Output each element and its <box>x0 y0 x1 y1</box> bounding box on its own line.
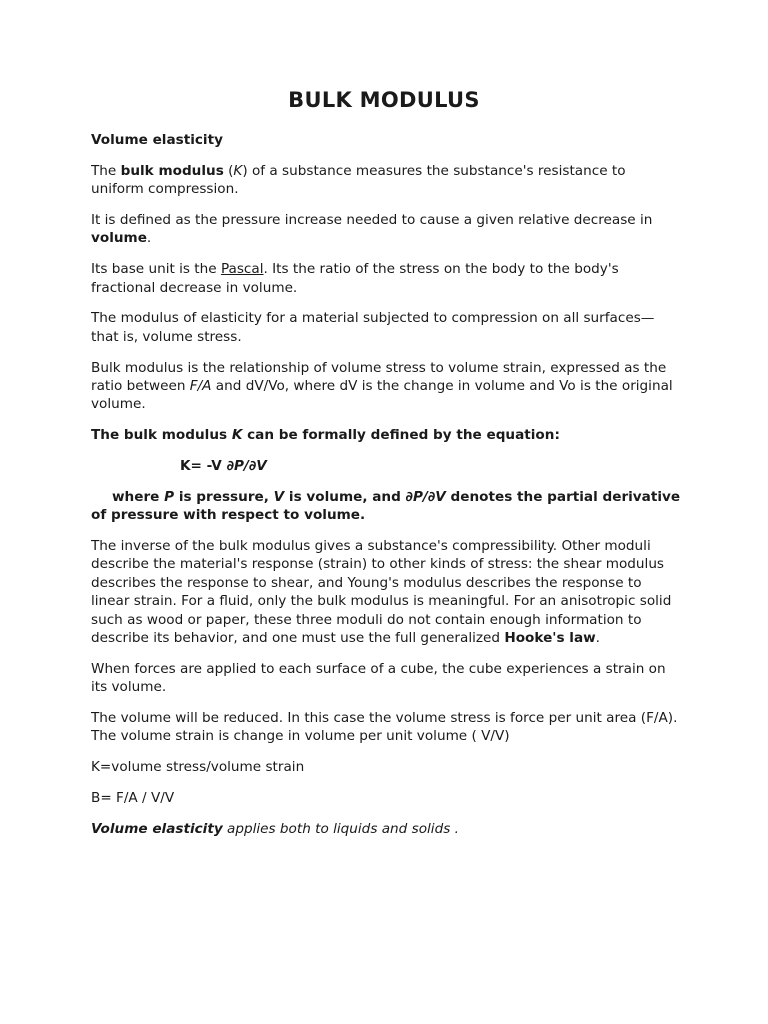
section-heading: Volume elasticity <box>91 132 223 148</box>
equation: K= -V ∂P/∂V <box>180 458 267 475</box>
paragraph-volume-reduced: The volume will be reduced. In this case the volume stress is force per unit area (F/A). The volume strain is change in volume per unit volume ( V/V) <box>91 710 678 745</box>
paragraph-where: where P is pressure, V is volume, and ∂P/∂V denotes the partial derivative of pressure with respect to volume. <box>91 488 681 524</box>
paragraph-formal-definition: The bulk modulus K can be formally defined by the equation: <box>91 427 560 444</box>
paragraph-k-formula: K=volume stress/volume strain <box>91 759 305 776</box>
paragraph-cube: When forces are applied to each surface of a cube, the cube experiences a strain on its volume. <box>91 660 666 696</box>
document-body <box>91 131 681 851</box>
pascal-link[interactable]: Pascal <box>220 261 264 278</box>
page-title: BULK MODULUS <box>288 88 480 112</box>
paragraph-pressure: It is defined as the pressure increase needed to cause a given relative decrease in volume. <box>91 212 653 247</box>
paragraph-volume-elasticity-note: Volume elasticity applies both to liquids and solids . <box>91 820 459 837</box>
paragraph-definition: The bulk modulus (K) of a substance measures the substance's resistance to uniform compression. <box>91 162 626 198</box>
paragraph-inverse: The inverse of the bulk modulus gives a substance's compressibility. Other moduli describe the material's response (strain) to other kinds of stress: the shear modulus describes the response to shear, and Young's modulus describes the response to linear strain. For a fluid, only the bulk modulus is meaningful. For an anisotropic solid such as wood or paper, these three moduli do not contain enough information to describe its behavior, and one must use the full generalized Hooke's law. <box>91 538 672 647</box>
paragraph-modulus-elasticity: The modulus of elasticity for a material subjected to compression on all surfaces—that is, volume stress. <box>91 310 655 345</box>
paragraph-relationship: Bulk modulus is the relationship of volume stress to volume strain, expressed as the ratio between F/A and dV/Vo, where dV is the change in volume and Vo is the original volume. <box>91 359 673 413</box>
paragraph-unit: Its base unit is the Pascal. Its the ratio of the stress on the body to the body's fractional decrease in volume. <box>91 261 619 296</box>
paragraph-b-formula: B= F/A / V/V <box>91 790 175 807</box>
